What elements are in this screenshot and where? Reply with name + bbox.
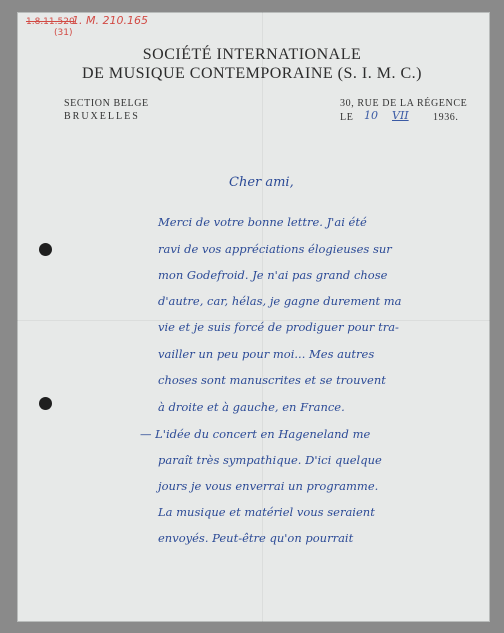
letter-line: envoyés. Peut-être qu'on pourrait	[158, 531, 354, 545]
punch-hole-top	[39, 243, 52, 256]
archive-ref-new: 1. M. 210.165	[72, 14, 148, 27]
letterhead-line-1: SOCIÉTÉ INTERNATIONALE	[142, 46, 362, 63]
letterhead-section: SECTION BELGE	[64, 98, 149, 109]
salutation: Cher ami,	[229, 175, 294, 190]
letter-line: à droite et à gauche, en France.	[158, 400, 345, 414]
letter-line: vailler un peu pour moi... Mes autres	[158, 347, 375, 361]
date-month: VII	[392, 109, 409, 122]
date-prefix: LE	[340, 112, 354, 123]
letter-line: mon Godefroid. Je n'ai pas grand chose	[158, 268, 388, 282]
letterhead-address: 30, RUE DE LA RÉGENCE	[340, 98, 468, 109]
letter-line: paraît très sympathique. D'ici quelque	[158, 453, 382, 467]
letter-line: Merci de votre bonne lettre. J'ai été	[158, 215, 367, 229]
letterhead-line-2: DE MUSIQUE CONTEMPORAINE (S. I. M. C.)	[82, 65, 422, 82]
letter-line: vie et je suis forcé de prodiguer pour tra-	[158, 320, 399, 334]
archive-ref-sub: (31)	[54, 28, 73, 38]
punch-hole-bottom	[39, 397, 52, 410]
date-year: 1936.	[433, 112, 459, 123]
date-day: 10	[364, 109, 378, 122]
letter-line: jours je vous enverrai un programme.	[158, 479, 379, 493]
letter-line: d'autre, car, hélas, je gagne durement ma	[158, 294, 402, 308]
letterhead-city: BRUXELLES	[64, 111, 140, 122]
letter-line: ravi de vos appréciations élogieuses sur	[158, 242, 392, 256]
letter-line: — L'idée du concert en Hageneland me	[140, 427, 371, 441]
letter-line: La musique et matériel vous seraient	[158, 505, 375, 519]
letter-line: choses sont manuscrites et se trouvent	[158, 373, 386, 387]
archive-ref-old: 1.8.11.520	[26, 17, 75, 27]
